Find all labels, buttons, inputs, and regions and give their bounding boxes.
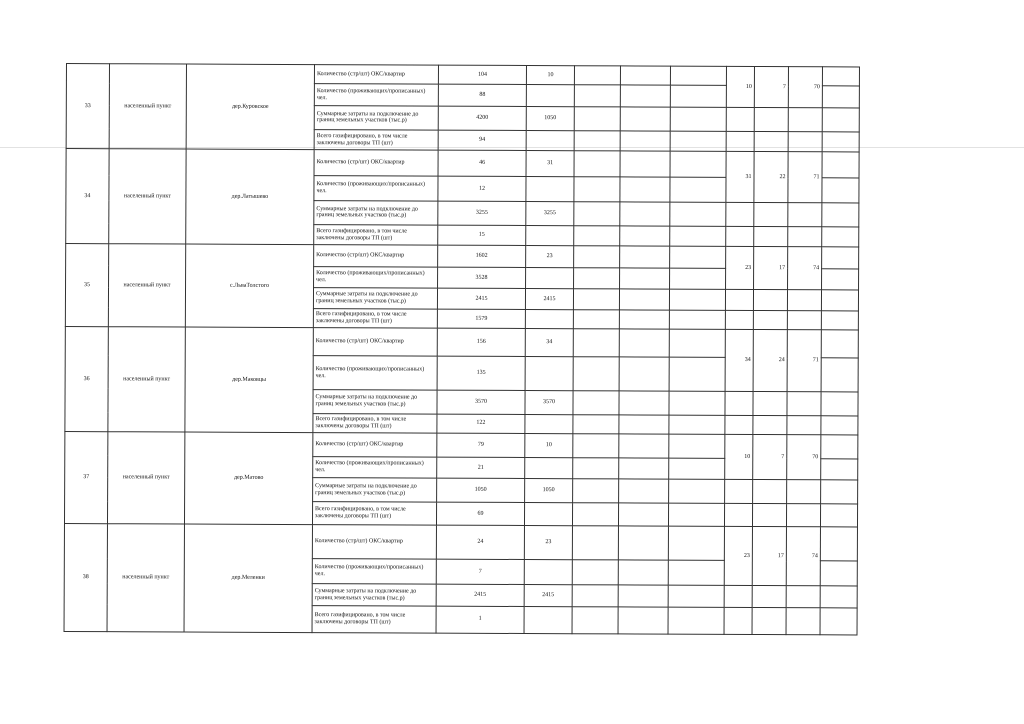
empty-cell: [725, 415, 753, 435]
empty-cell: [752, 504, 786, 527]
empty-cell: [620, 85, 670, 107]
empty-cell: [821, 415, 858, 435]
empty-cell: [669, 480, 725, 504]
indicator-value: 135: [437, 357, 525, 391]
empty-cell: [670, 131, 726, 152]
empty-cell: [753, 480, 787, 504]
empty-cell: [725, 310, 753, 330]
row-number: 35: [65, 244, 108, 327]
indicator-value-secondary: [526, 177, 574, 202]
indicator-value-secondary: 1050: [525, 479, 573, 503]
empty-cell: [670, 151, 726, 177]
small-value: 74: [788, 247, 822, 290]
empty-cell: [788, 131, 822, 152]
empty-cell: [822, 227, 859, 248]
empty-cell: [822, 132, 859, 153]
empty-cell: [574, 85, 620, 107]
indicator-value-secondary: [524, 560, 572, 585]
table-row: [64, 523, 857, 561]
indicator-label: Количество (проживающих/прописанных) чел.: [314, 84, 438, 106]
indicator-label: Количество (проживающих/прописанных) чел.: [313, 456, 437, 478]
indicator-value: 24: [436, 525, 524, 560]
indicator-label: Всего газифицировано, в том числе заключены договоры ТП (шт): [314, 129, 438, 150]
empty-cell: [669, 330, 725, 358]
indicator-value-secondary: [526, 130, 574, 151]
empty-cell: [820, 527, 857, 562]
empty-cell: [619, 391, 669, 415]
small-value: 70: [787, 435, 821, 480]
empty-cell: [619, 479, 669, 503]
empty-cell: [572, 526, 618, 561]
empty-cell: [670, 226, 726, 247]
settlement-name: дер.Латышево: [186, 149, 314, 245]
indicator-label: Количество (проживающих/прописанных) чел.: [314, 176, 438, 201]
small-value: 17: [754, 247, 788, 290]
empty-cell: [670, 246, 726, 268]
row-number: 36: [65, 327, 108, 432]
indicator-value-secondary: 10: [525, 434, 573, 458]
indicator-value-secondary: 3570: [525, 390, 573, 414]
settlement-name: дер.Меленки: [184, 524, 312, 633]
table-row: [66, 244, 859, 269]
indicator-label: Количество (проживающих/прописанных) чел.: [312, 559, 436, 584]
empty-cell: [820, 608, 857, 635]
empty-cell: [670, 107, 726, 131]
empty-cell: [574, 268, 620, 290]
empty-cell: [753, 415, 787, 435]
empty-cell: [821, 358, 858, 392]
indicator-value: 2415: [436, 584, 524, 606]
indicator-value-secondary: 10: [526, 66, 574, 86]
empty-cell: [574, 177, 620, 202]
small-value: 23: [726, 247, 754, 290]
empty-cell: [668, 585, 724, 607]
empty-cell: [724, 504, 752, 527]
indicator-value-secondary: 3255: [526, 202, 574, 226]
empty-cell: [669, 434, 725, 458]
indicator-label: Количество (проживающих/прописанных) чел.: [313, 356, 437, 390]
empty-cell: [725, 290, 753, 311]
empty-cell: [670, 66, 726, 86]
empty-cell: [669, 415, 725, 435]
empty-cell: [726, 107, 754, 131]
indicator-value-secondary: [524, 606, 572, 633]
empty-cell: [573, 329, 619, 357]
empty-cell: [754, 131, 788, 152]
empty-cell: [618, 526, 668, 561]
empty-cell: [726, 131, 754, 152]
empty-cell: [786, 607, 820, 634]
small-value: 24: [753, 330, 787, 392]
empty-cell: [821, 290, 858, 311]
indicator-label: Суммарные затраты на подключение до границ земельных участков (тыс.р): [313, 390, 437, 414]
empty-cell: [822, 203, 859, 227]
empty-cell: [822, 108, 859, 132]
indicator-label: Суммарные затраты на подключение до границ земельных участков (тыс.р): [314, 201, 438, 225]
empty-cell: [572, 585, 618, 607]
indicator-value: 12: [438, 176, 526, 201]
empty-cell: [725, 391, 753, 415]
empty-cell: [668, 526, 724, 561]
empty-cell: [788, 226, 822, 247]
settlement-type: населенный пункт: [108, 244, 185, 327]
empty-cell: [572, 503, 618, 526]
settlement-type: населенный пункт: [109, 64, 186, 150]
indicator-value-secondary: [526, 85, 574, 107]
empty-cell: [726, 202, 754, 226]
indicator-value: 21: [437, 457, 525, 479]
small-value: 70: [788, 67, 822, 108]
empty-cell: [821, 311, 858, 331]
empty-cell: [668, 561, 724, 586]
empty-cell: [574, 130, 620, 151]
indicator-value: 2415: [437, 289, 525, 310]
empty-cell: [668, 607, 724, 634]
empty-cell: [670, 86, 726, 108]
small-value: 71: [788, 152, 822, 203]
empty-cell: [752, 586, 786, 608]
empty-cell: [619, 289, 669, 310]
row-number: 33: [66, 64, 109, 149]
small-value: 10: [726, 66, 754, 107]
small-value: 10: [725, 434, 753, 479]
indicator-value: 94: [438, 130, 526, 151]
small-value: 7: [753, 435, 787, 480]
indicator-label: Всего газифицировано, в том числе заключены договоры ТП (шт): [314, 224, 438, 245]
indicator-value: 69: [436, 502, 524, 525]
indicator-label: Суммарные затраты на подключение до границ земельных участков (тыс.р): [313, 288, 437, 309]
empty-cell: [822, 67, 859, 87]
indicator-label: Количество (стр/шт) ОКС/квартир: [313, 328, 437, 357]
empty-cell: [753, 391, 787, 415]
indicator-value: 3570: [437, 390, 525, 414]
indicator-label: Суммарные затраты на подключение до границ земельных участков (тыс.р): [313, 478, 437, 502]
empty-cell: [820, 586, 857, 608]
empty-cell: [574, 225, 620, 246]
empty-cell: [620, 131, 670, 152]
empty-cell: [573, 414, 619, 434]
empty-cell: [619, 357, 669, 391]
table-row: [66, 64, 859, 87]
empty-cell: [820, 504, 857, 527]
empty-cell: [573, 310, 619, 330]
settlement-type: населенный пункт: [109, 149, 186, 244]
indicator-value: 15: [438, 225, 526, 246]
empty-cell: [573, 289, 619, 310]
empty-cell: [787, 290, 821, 311]
indicator-value-secondary: 34: [525, 329, 573, 357]
empty-cell: [619, 415, 669, 435]
empty-cell: [619, 434, 669, 458]
empty-cell: [618, 560, 668, 585]
empty-cell: [619, 458, 669, 480]
empty-cell: [724, 586, 752, 608]
empty-cell: [620, 202, 670, 226]
table-row: [65, 327, 858, 359]
small-value: 7: [754, 67, 788, 108]
indicator-value-secondary: 23: [526, 246, 574, 268]
empty-cell: [574, 151, 620, 177]
empty-cell: [787, 480, 821, 504]
empty-cell: [822, 247, 859, 269]
empty-cell: [821, 459, 858, 481]
indicator-value-secondary: 2415: [525, 289, 573, 310]
empty-cell: [573, 479, 619, 503]
empty-cell: [618, 585, 668, 607]
indicator-label: Количество (проживающих/прописанных) чел.: [314, 266, 438, 288]
empty-cell: [725, 480, 753, 504]
settlement-type: населенный пункт: [107, 432, 184, 524]
indicator-value-secondary: [526, 267, 574, 289]
small-value: 34: [725, 330, 753, 392]
indicator-label: Суммарные затраты на подключение до границ земельных участков (тыс.р): [314, 106, 438, 130]
empty-cell: [669, 290, 725, 311]
indicator-value: 122: [437, 414, 525, 434]
indicator-value: 104: [438, 65, 526, 85]
indicator-value: 79: [437, 433, 525, 457]
empty-cell: [620, 177, 670, 202]
indicator-label: Всего газифицировано, в том числе заключены договоры ТП (шт): [312, 502, 436, 525]
indicator-value: 1579: [437, 309, 525, 329]
small-value: 74: [786, 527, 820, 587]
empty-cell: [822, 178, 859, 203]
small-value: 22: [754, 152, 788, 203]
indicator-value: 1602: [438, 245, 526, 267]
settlement-name: дер.Матово: [184, 432, 312, 524]
table-row: [66, 149, 859, 178]
empty-cell: [574, 246, 620, 268]
indicator-value: 1050: [437, 479, 525, 503]
table-body: [64, 64, 859, 635]
indicator-label: Всего газифицировано, в том числе заключены договоры ТП (шт): [313, 309, 437, 329]
indicator-value: 46: [438, 150, 526, 176]
empty-cell: [573, 357, 619, 391]
empty-cell: [669, 310, 725, 330]
empty-cell: [620, 268, 670, 290]
empty-cell: [573, 391, 619, 415]
empty-cell: [620, 107, 670, 131]
small-value: 23: [724, 526, 752, 585]
empty-cell: [574, 66, 620, 86]
indicator-value-secondary: [525, 414, 573, 434]
indicator-value: 4200: [438, 106, 526, 130]
empty-cell: [822, 86, 859, 108]
empty-cell: [620, 66, 670, 86]
settlement-type: населенный пункт: [107, 524, 184, 632]
empty-cell: [670, 177, 726, 202]
empty-cell: [787, 311, 821, 331]
settlement-name: дер.Маковцы: [185, 327, 313, 432]
indicator-value-secondary: 31: [526, 151, 574, 177]
empty-cell: [788, 203, 822, 227]
indicator-value-secondary: [524, 503, 572, 526]
empty-cell: [618, 503, 668, 526]
indicator-label: Всего газифицировано, в том числе заключены договоры ТП (шт): [313, 413, 437, 433]
empty-cell: [754, 203, 788, 227]
empty-cell: [572, 560, 618, 585]
table-row: [65, 432, 858, 459]
empty-cell: [754, 226, 788, 247]
indicator-label: Количество (стр/шт) ОКС/квартир: [314, 65, 438, 85]
empty-cell: [620, 246, 670, 268]
settlement-name: дер.Куровское: [186, 64, 314, 150]
row-number: 37: [64, 432, 107, 524]
small-value: 71: [787, 330, 821, 392]
empty-cell: [619, 310, 669, 330]
settlements-table: [64, 63, 860, 635]
empty-cell: [753, 310, 787, 330]
empty-cell: [786, 504, 820, 527]
row-number: 38: [64, 523, 107, 631]
empty-cell: [821, 480, 858, 504]
empty-cell: [669, 358, 725, 392]
indicator-value-secondary: 1050: [526, 107, 574, 131]
empty-cell: [572, 607, 618, 634]
indicator-label: Всего газифицировано, в том числе заключены договоры ТП (шт): [312, 605, 436, 633]
empty-cell: [670, 202, 726, 226]
indicator-value-secondary: [525, 309, 573, 329]
empty-cell: [670, 268, 726, 290]
indicator-value-secondary: 2415: [524, 585, 572, 607]
empty-cell: [787, 415, 821, 435]
empty-cell: [822, 269, 859, 291]
empty-cell: [573, 434, 619, 458]
indicator-value-secondary: [525, 357, 573, 391]
empty-cell: [786, 586, 820, 608]
empty-cell: [669, 391, 725, 415]
empty-cell: [787, 392, 821, 416]
empty-cell: [574, 107, 620, 131]
empty-cell: [668, 503, 724, 526]
empty-cell: [620, 151, 670, 177]
indicator-value-secondary: 23: [524, 525, 572, 560]
empty-cell: [822, 152, 859, 178]
settlement-type: населенный пункт: [108, 327, 185, 432]
small-value: 31: [726, 152, 754, 203]
indicator-value-secondary: [526, 225, 574, 246]
small-value: 17: [752, 526, 786, 586]
empty-cell: [618, 607, 668, 634]
settlement-name: с.ЛьваТолстого: [185, 244, 313, 328]
indicator-label: Количество (стр/шт) ОКС/квартир: [314, 245, 438, 267]
indicator-value: 88: [438, 85, 526, 107]
empty-cell: [573, 458, 619, 480]
indicator-label: Суммарные затраты на подключение до границ земельных участков (тыс.р): [312, 584, 436, 606]
empty-cell: [669, 458, 725, 480]
empty-cell: [820, 561, 857, 586]
empty-cell: [788, 108, 822, 132]
indicator-value: 3528: [438, 267, 526, 289]
indicator-value: 3255: [438, 201, 526, 225]
indicator-value: 7: [436, 560, 524, 585]
empty-cell: [752, 607, 786, 634]
empty-cell: [821, 330, 858, 358]
indicator-value-secondary: [525, 457, 573, 479]
empty-cell: [724, 607, 752, 634]
indicator-label: Количество (стр/шт) ОКС/квартир: [314, 150, 438, 176]
empty-cell: [574, 202, 620, 226]
empty-cell: [619, 329, 669, 357]
empty-cell: [753, 290, 787, 311]
empty-cell: [821, 392, 858, 416]
indicator-label: Количество (стр/шт) ОКС/квартир: [313, 433, 437, 457]
indicator-value: 156: [437, 329, 525, 357]
empty-cell: [754, 108, 788, 132]
empty-cell: [726, 226, 754, 247]
empty-cell: [620, 226, 670, 247]
row-number: 34: [66, 149, 109, 244]
empty-cell: [821, 435, 858, 459]
indicator-value: 1: [436, 606, 524, 634]
indicator-label: Количество (стр/шт) ОКС/квартир: [312, 524, 436, 559]
